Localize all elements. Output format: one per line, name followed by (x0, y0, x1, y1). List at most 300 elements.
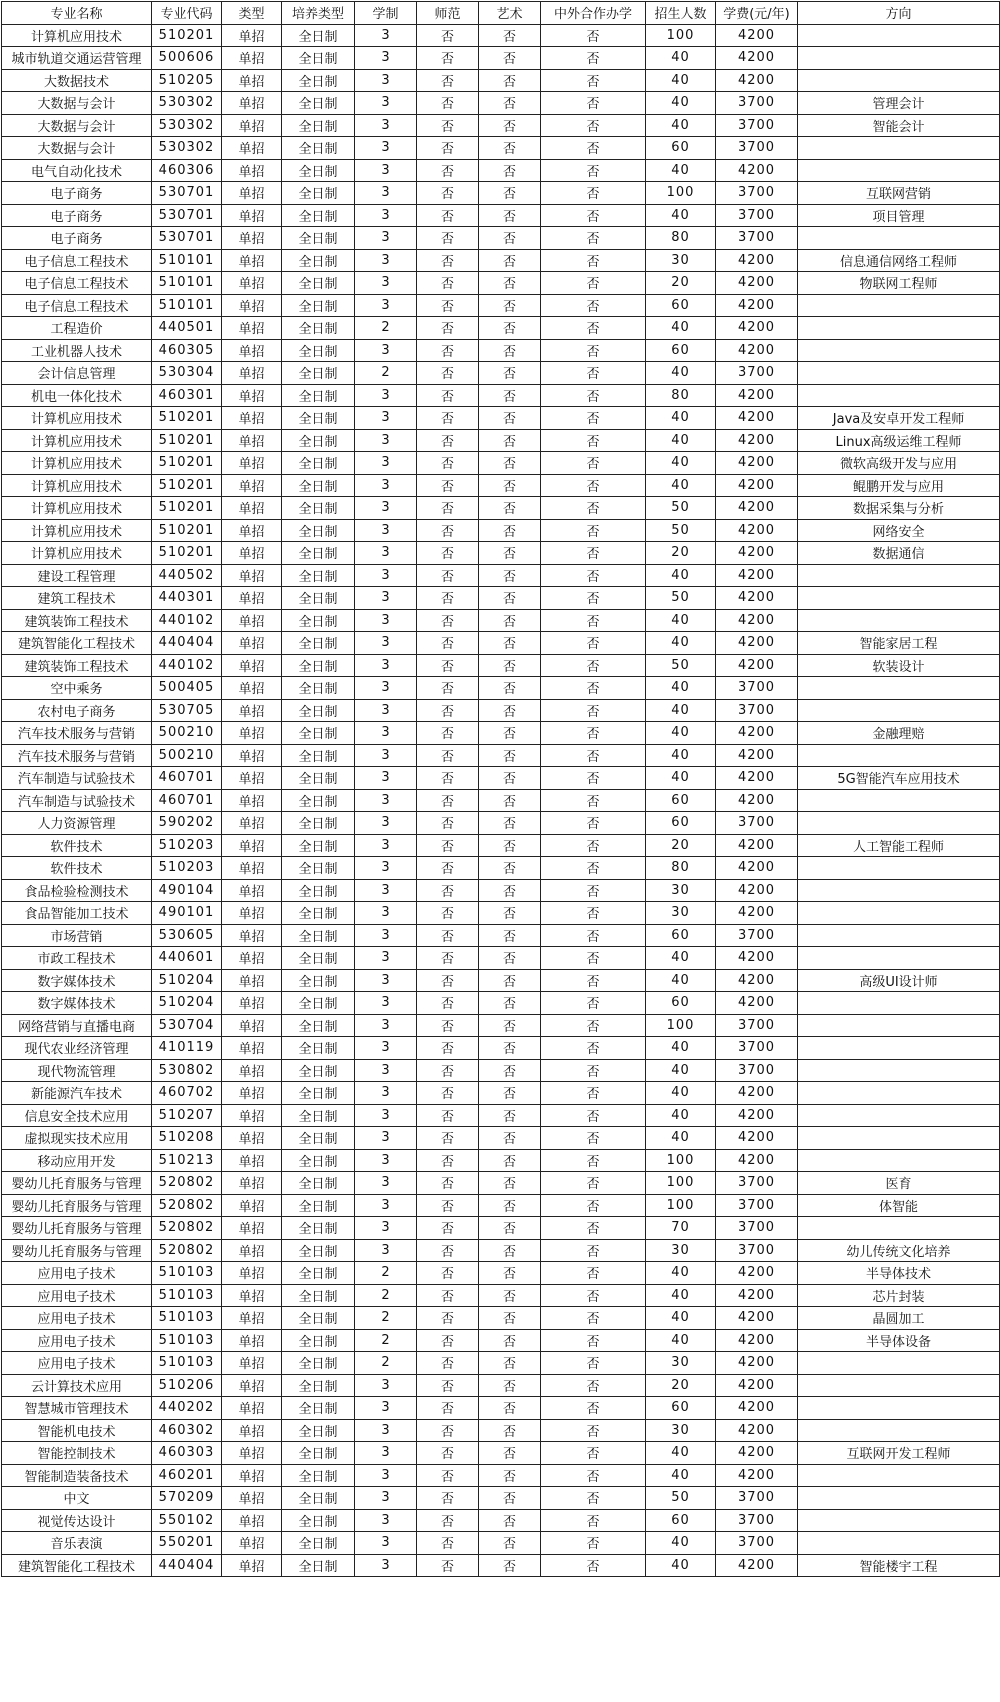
cell-major-code: 510204 (152, 992, 222, 1015)
table-row (2, 969, 1000, 992)
cell-direction (798, 159, 1000, 182)
cell-type: 单招 (222, 812, 282, 835)
cell-study-mode: 全日制 (282, 1464, 355, 1487)
cell-cooperative: 否 (541, 879, 646, 902)
cell-major-name: 智能控制技术 (2, 1442, 152, 1465)
cell-major-code: 510201 (152, 497, 222, 520)
cell-type: 单招 (222, 834, 282, 857)
cell-tuition: 3700 (716, 92, 798, 115)
cell-study-mode: 全日制 (282, 1374, 355, 1397)
cell-major-name: 信息安全技术应用 (2, 1104, 152, 1127)
cell-type: 单招 (222, 1239, 282, 1262)
cell-cooperative: 否 (541, 767, 646, 790)
cell-major-code: 570209 (152, 1487, 222, 1510)
cell-quota: 40 (646, 632, 716, 655)
cell-major-name: 汽车制造与试验技术 (2, 789, 152, 812)
cell-direction (798, 339, 1000, 362)
header-quota: 招生人数 (646, 2, 716, 25)
cell-study-mode: 全日制 (282, 1239, 355, 1262)
cell-study-mode: 全日制 (282, 1172, 355, 1195)
cell-tuition: 4200 (716, 317, 798, 340)
cell-normal: 否 (417, 1554, 479, 1577)
cell-study-mode: 全日制 (282, 947, 355, 970)
cell-tuition: 3700 (716, 924, 798, 947)
cell-duration: 3 (355, 632, 417, 655)
cell-direction: 智能家居工程 (798, 632, 1000, 655)
cell-cooperative: 否 (541, 1509, 646, 1532)
cell-normal: 否 (417, 272, 479, 295)
cell-art: 否 (479, 699, 541, 722)
cell-type: 单招 (222, 722, 282, 745)
cell-major-code: 530701 (152, 227, 222, 250)
cell-tuition: 3700 (716, 1059, 798, 1082)
cell-art: 否 (479, 407, 541, 430)
cell-study-mode: 全日制 (282, 24, 355, 47)
cell-art: 否 (479, 159, 541, 182)
cell-direction (798, 1464, 1000, 1487)
cell-major-name: 中文 (2, 1487, 152, 1510)
cell-normal: 否 (417, 587, 479, 610)
cell-art: 否 (479, 1172, 541, 1195)
table-row (2, 1464, 1000, 1487)
header-normal: 师范 (417, 2, 479, 25)
cell-study-mode: 全日制 (282, 632, 355, 655)
cell-direction (798, 317, 1000, 340)
cell-art: 否 (479, 1419, 541, 1442)
cell-direction: 人工智能工程师 (798, 834, 1000, 857)
cell-quota: 50 (646, 587, 716, 610)
cell-major-name: 建设工程管理 (2, 564, 152, 587)
cell-cooperative: 否 (541, 744, 646, 767)
cell-cooperative: 否 (541, 609, 646, 632)
cell-quota: 40 (646, 677, 716, 700)
cell-art: 否 (479, 182, 541, 205)
cell-normal: 否 (417, 632, 479, 655)
cell-major-name: 现代物流管理 (2, 1059, 152, 1082)
cell-tuition: 3700 (716, 362, 798, 385)
cell-direction: 体智能 (798, 1194, 1000, 1217)
cell-direction (798, 137, 1000, 160)
cell-major-code: 510103 (152, 1284, 222, 1307)
cell-normal: 否 (417, 452, 479, 475)
header-type: 类型 (222, 2, 282, 25)
cell-duration: 3 (355, 924, 417, 947)
cell-duration: 3 (355, 182, 417, 205)
cell-major-code: 510213 (152, 1149, 222, 1172)
cell-cooperative: 否 (541, 519, 646, 542)
cell-study-mode: 全日制 (282, 317, 355, 340)
cell-type: 单招 (222, 474, 282, 497)
cell-study-mode: 全日制 (282, 182, 355, 205)
cell-art: 否 (479, 1082, 541, 1105)
cell-direction (798, 1397, 1000, 1420)
cell-art: 否 (479, 249, 541, 272)
cell-tuition: 4200 (716, 384, 798, 407)
cell-quota: 40 (646, 204, 716, 227)
cell-direction: 晶圆加工 (798, 1307, 1000, 1330)
cell-duration: 3 (355, 744, 417, 767)
cell-major-name: 数字媒体技术 (2, 969, 152, 992)
cell-art: 否 (479, 1217, 541, 1240)
cell-art: 否 (479, 227, 541, 250)
cell-major-name: 云计算技术应用 (2, 1374, 152, 1397)
cell-major-name: 数字媒体技术 (2, 992, 152, 1015)
cell-art: 否 (479, 1284, 541, 1307)
cell-type: 单招 (222, 857, 282, 880)
cell-duration: 3 (355, 339, 417, 362)
cell-study-mode: 全日制 (282, 227, 355, 250)
cell-study-mode: 全日制 (282, 362, 355, 385)
cell-direction (798, 699, 1000, 722)
cell-duration: 3 (355, 407, 417, 430)
cell-major-code: 440502 (152, 564, 222, 587)
cell-study-mode: 全日制 (282, 519, 355, 542)
cell-type: 单招 (222, 789, 282, 812)
cell-major-name: 计算机应用技术 (2, 452, 152, 475)
cell-quota: 40 (646, 1307, 716, 1330)
cell-direction: 智能楼宇工程 (798, 1554, 1000, 1577)
cell-duration: 2 (355, 1352, 417, 1375)
table-row (2, 1239, 1000, 1262)
table-body (2, 24, 1000, 1577)
cell-major-code: 510204 (152, 969, 222, 992)
table-row (2, 204, 1000, 227)
cell-study-mode: 全日制 (282, 587, 355, 610)
cell-major-name: 移动应用开发 (2, 1149, 152, 1172)
cell-major-name: 智能机电技术 (2, 1419, 152, 1442)
cell-quota: 40 (646, 474, 716, 497)
cell-major-code: 510103 (152, 1307, 222, 1330)
cell-tuition: 4200 (716, 1149, 798, 1172)
cell-major-name: 现代农业经济管理 (2, 1037, 152, 1060)
cell-cooperative: 否 (541, 564, 646, 587)
cell-study-mode: 全日制 (282, 609, 355, 632)
cell-cooperative: 否 (541, 1127, 646, 1150)
cell-cooperative: 否 (541, 1307, 646, 1330)
cell-direction (798, 924, 1000, 947)
cell-type: 单招 (222, 182, 282, 205)
cell-major-code: 440102 (152, 609, 222, 632)
cell-art: 否 (479, 1037, 541, 1060)
table-row (2, 587, 1000, 610)
cell-cooperative: 否 (541, 587, 646, 610)
cell-quota: 40 (646, 1284, 716, 1307)
cell-quota: 60 (646, 1509, 716, 1532)
cell-major-name: 计算机应用技术 (2, 497, 152, 520)
cell-major-name: 应用电子技术 (2, 1262, 152, 1285)
cell-art: 否 (479, 204, 541, 227)
table-row (2, 1059, 1000, 1082)
cell-type: 单招 (222, 1262, 282, 1285)
cell-direction: 软装设计 (798, 654, 1000, 677)
cell-quota: 40 (646, 609, 716, 632)
cell-major-name: 电气自动化技术 (2, 159, 152, 182)
cell-duration: 3 (355, 834, 417, 857)
cell-duration: 3 (355, 1059, 417, 1082)
cell-tuition: 4200 (716, 1374, 798, 1397)
cell-art: 否 (479, 114, 541, 137)
cell-direction (798, 947, 1000, 970)
cell-duration: 3 (355, 587, 417, 610)
cell-tuition: 4200 (716, 159, 798, 182)
table-row (2, 834, 1000, 857)
table-row (2, 407, 1000, 430)
cell-art: 否 (479, 47, 541, 70)
cell-tuition: 4200 (716, 294, 798, 317)
table-row (2, 1509, 1000, 1532)
cell-duration: 3 (355, 1014, 417, 1037)
cell-normal: 否 (417, 69, 479, 92)
cell-normal: 否 (417, 137, 479, 160)
cell-duration: 3 (355, 1239, 417, 1262)
cell-major-name: 婴幼儿托育服务与管理 (2, 1194, 152, 1217)
cell-tuition: 4200 (716, 519, 798, 542)
cell-major-code: 510201 (152, 429, 222, 452)
cell-type: 单招 (222, 677, 282, 700)
cell-major-code: 460201 (152, 1464, 222, 1487)
cell-normal: 否 (417, 1374, 479, 1397)
cell-quota: 20 (646, 272, 716, 295)
cell-major-code: 520802 (152, 1172, 222, 1195)
cell-direction (798, 69, 1000, 92)
header-row (2, 2, 1000, 25)
cell-major-name: 电子商务 (2, 227, 152, 250)
cell-major-name: 机电一体化技术 (2, 384, 152, 407)
cell-normal: 否 (417, 699, 479, 722)
cell-direction (798, 47, 1000, 70)
header-cooperative: 中外合作办学 (541, 2, 646, 25)
table-row (2, 182, 1000, 205)
cell-major-code: 530302 (152, 137, 222, 160)
cell-cooperative: 否 (541, 1082, 646, 1105)
table-row (2, 1487, 1000, 1510)
cell-tuition: 4200 (716, 789, 798, 812)
cell-duration: 3 (355, 474, 417, 497)
cell-normal: 否 (417, 497, 479, 520)
table-row (2, 1037, 1000, 1060)
cell-major-code: 500210 (152, 744, 222, 767)
cell-duration: 3 (355, 564, 417, 587)
cell-major-code: 440601 (152, 947, 222, 970)
cell-art: 否 (479, 1307, 541, 1330)
table-row (2, 1554, 1000, 1577)
cell-cooperative: 否 (541, 182, 646, 205)
cell-major-code: 550201 (152, 1532, 222, 1555)
cell-study-mode: 全日制 (282, 857, 355, 880)
cell-tuition: 4200 (716, 992, 798, 1015)
cell-normal: 否 (417, 1149, 479, 1172)
cell-direction (798, 609, 1000, 632)
cell-major-code: 530704 (152, 1014, 222, 1037)
cell-tuition: 4200 (716, 452, 798, 475)
cell-tuition: 4200 (716, 1419, 798, 1442)
cell-cooperative: 否 (541, 497, 646, 520)
cell-art: 否 (479, 1509, 541, 1532)
cell-quota: 40 (646, 47, 716, 70)
cell-tuition: 4200 (716, 429, 798, 452)
cell-art: 否 (479, 1194, 541, 1217)
cell-study-mode: 全日制 (282, 272, 355, 295)
cell-major-code: 530705 (152, 699, 222, 722)
cell-major-name: 汽车制造与试验技术 (2, 767, 152, 790)
cell-art: 否 (479, 362, 541, 385)
cell-duration: 3 (355, 497, 417, 520)
cell-duration: 3 (355, 249, 417, 272)
cell-normal: 否 (417, 654, 479, 677)
cell-major-code: 510201 (152, 542, 222, 565)
cell-tuition: 3700 (716, 1172, 798, 1195)
cell-duration: 3 (355, 1037, 417, 1060)
cell-normal: 否 (417, 47, 479, 70)
cell-duration: 3 (355, 812, 417, 835)
table-row (2, 519, 1000, 542)
cell-quota: 40 (646, 744, 716, 767)
cell-quota: 60 (646, 137, 716, 160)
cell-art: 否 (479, 654, 541, 677)
cell-normal: 否 (417, 1284, 479, 1307)
cell-tuition: 4200 (716, 947, 798, 970)
cell-normal: 否 (417, 1127, 479, 1150)
cell-tuition: 4200 (716, 69, 798, 92)
cell-art: 否 (479, 1442, 541, 1465)
cell-duration: 3 (355, 159, 417, 182)
cell-tuition: 4200 (716, 542, 798, 565)
cell-cooperative: 否 (541, 92, 646, 115)
cell-major-name: 电子信息工程技术 (2, 249, 152, 272)
table-row (2, 1149, 1000, 1172)
header-study-mode: 培养类型 (282, 2, 355, 25)
cell-type: 单招 (222, 497, 282, 520)
cell-direction (798, 857, 1000, 880)
cell-duration: 3 (355, 24, 417, 47)
cell-cooperative: 否 (541, 1059, 646, 1082)
cell-art: 否 (479, 969, 541, 992)
cell-duration: 3 (355, 947, 417, 970)
cell-art: 否 (479, 24, 541, 47)
cell-quota: 50 (646, 1487, 716, 1510)
table-row (2, 1284, 1000, 1307)
cell-art: 否 (479, 1352, 541, 1375)
cell-major-name: 网络营销与直播电商 (2, 1014, 152, 1037)
table-row (2, 654, 1000, 677)
header-art: 艺术 (479, 2, 541, 25)
cell-study-mode: 全日制 (282, 384, 355, 407)
cell-major-code: 440301 (152, 587, 222, 610)
cell-type: 单招 (222, 1284, 282, 1307)
cell-direction (798, 744, 1000, 767)
cell-direction: 微软高级开发与应用 (798, 452, 1000, 475)
cell-duration: 3 (355, 69, 417, 92)
cell-tuition: 4200 (716, 744, 798, 767)
cell-cooperative: 否 (541, 1464, 646, 1487)
cell-type: 单招 (222, 1037, 282, 1060)
cell-normal: 否 (417, 1082, 479, 1105)
cell-type: 单招 (222, 384, 282, 407)
table-row (2, 362, 1000, 385)
cell-art: 否 (479, 452, 541, 475)
cell-direction: 信息通信网络工程师 (798, 249, 1000, 272)
cell-major-code: 410119 (152, 1037, 222, 1060)
cell-major-name: 软件技术 (2, 834, 152, 857)
header-tuition: 学费(元/年) (716, 2, 798, 25)
cell-major-name: 应用电子技术 (2, 1352, 152, 1375)
cell-type: 单招 (222, 407, 282, 430)
cell-tuition: 4200 (716, 407, 798, 430)
cell-quota: 30 (646, 902, 716, 925)
cell-major-name: 城市轨道交通运营管理 (2, 47, 152, 70)
cell-study-mode: 全日制 (282, 69, 355, 92)
cell-major-code: 530304 (152, 362, 222, 385)
cell-tuition: 3700 (716, 1194, 798, 1217)
cell-cooperative: 否 (541, 452, 646, 475)
cell-study-mode: 全日制 (282, 249, 355, 272)
header-direction: 方向 (798, 2, 1000, 25)
cell-cooperative: 否 (541, 1194, 646, 1217)
cell-study-mode: 全日制 (282, 294, 355, 317)
cell-art: 否 (479, 1059, 541, 1082)
table-row (2, 1194, 1000, 1217)
table-row (2, 947, 1000, 970)
cell-direction: 半导体技术 (798, 1262, 1000, 1285)
cell-type: 单招 (222, 272, 282, 295)
cell-normal: 否 (417, 744, 479, 767)
cell-normal: 否 (417, 362, 479, 385)
cell-art: 否 (479, 1397, 541, 1420)
cell-normal: 否 (417, 1037, 479, 1060)
cell-tuition: 4200 (716, 1262, 798, 1285)
cell-cooperative: 否 (541, 902, 646, 925)
cell-major-code: 500210 (152, 722, 222, 745)
cell-type: 单招 (222, 1059, 282, 1082)
cell-type: 单招 (222, 1127, 282, 1150)
cell-major-code: 520802 (152, 1239, 222, 1262)
cell-duration: 3 (355, 1442, 417, 1465)
cell-major-name: 婴幼儿托育服务与管理 (2, 1217, 152, 1240)
cell-duration: 3 (355, 204, 417, 227)
cell-duration: 3 (355, 1464, 417, 1487)
cell-cooperative: 否 (541, 1352, 646, 1375)
cell-study-mode: 全日制 (282, 1082, 355, 1105)
cell-duration: 3 (355, 1104, 417, 1127)
cell-duration: 3 (355, 1194, 417, 1217)
cell-major-code: 490101 (152, 902, 222, 925)
cell-quota: 50 (646, 654, 716, 677)
cell-study-mode: 全日制 (282, 114, 355, 137)
cell-type: 单招 (222, 519, 282, 542)
cell-cooperative: 否 (541, 137, 646, 160)
cell-major-name: 计算机应用技术 (2, 542, 152, 565)
cell-cooperative: 否 (541, 1014, 646, 1037)
cell-direction (798, 1374, 1000, 1397)
cell-direction: 管理会计 (798, 92, 1000, 115)
cell-cooperative: 否 (541, 1284, 646, 1307)
cell-art: 否 (479, 1262, 541, 1285)
cell-art: 否 (479, 317, 541, 340)
cell-major-name: 空中乘务 (2, 677, 152, 700)
cell-normal: 否 (417, 384, 479, 407)
cell-art: 否 (479, 542, 541, 565)
cell-duration: 3 (355, 1532, 417, 1555)
cell-study-mode: 全日制 (282, 1397, 355, 1420)
cell-quota: 30 (646, 879, 716, 902)
table-row (2, 992, 1000, 1015)
cell-tuition: 4200 (716, 902, 798, 925)
cell-duration: 3 (355, 452, 417, 475)
cell-major-code: 510101 (152, 294, 222, 317)
table-row (2, 1442, 1000, 1465)
cell-duration: 3 (355, 1554, 417, 1577)
cell-cooperative: 否 (541, 249, 646, 272)
